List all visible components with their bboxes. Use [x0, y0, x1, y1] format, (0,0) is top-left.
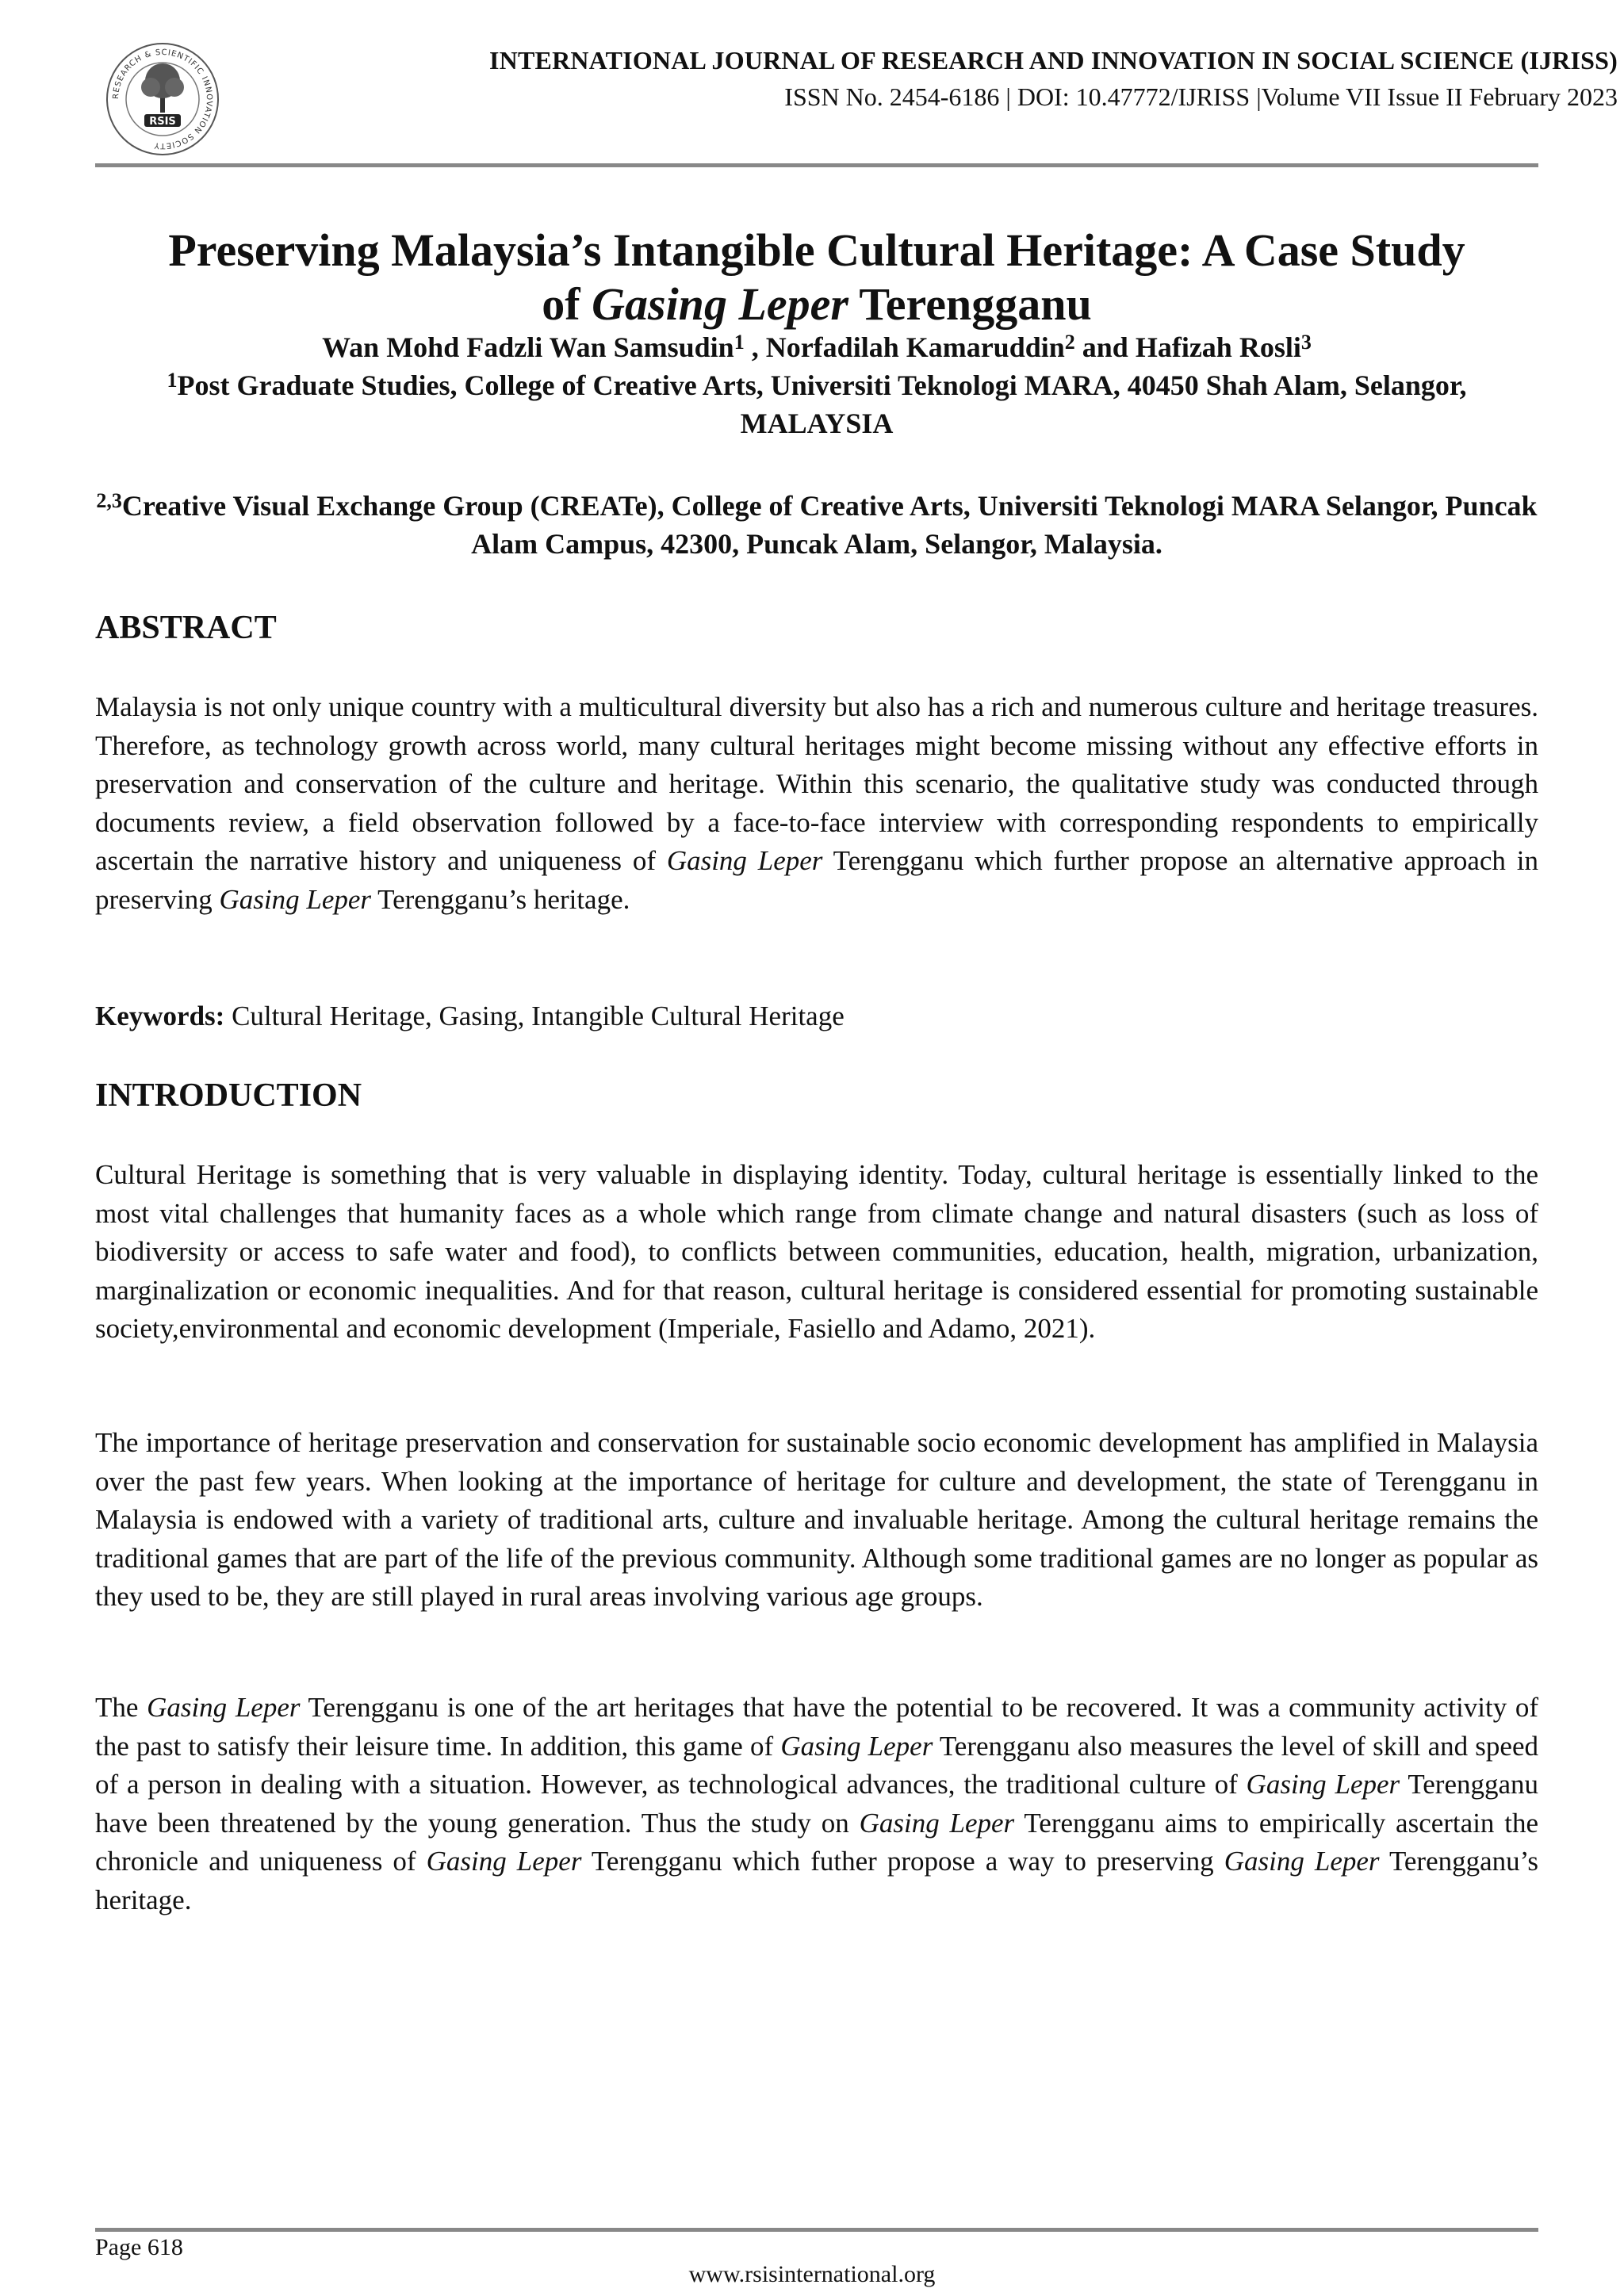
intro3-italic-1: Gasing Leper — [147, 1692, 301, 1723]
title-line-2-italic: Gasing Leper — [592, 278, 848, 330]
journal-issn-line: ISSN No. 2454-6186 | DOI: 10.47772/IJRISS |Volume VII Issue II February 2023 — [784, 82, 1618, 111]
abstract-text-2: Terengganu which further propose an alternative approach in preserving — [95, 845, 1538, 915]
abstract-italic-1: Gasing Leper — [666, 845, 823, 877]
introduction-paragraph-1: Cultural Heritage is something that is very valuable in displaying identity. Today, cultural heritage is essentially linked to the most vital challenges that humanity faces as a whole which range from climate change and natural disasters (such as loss of biodiversity or access to safe water and food), to conflicts between communities, education, health, migration, urbanization, marginalization or economic inequalities. And for that reason, cultural heritage is considered essential for promoting sustainable society,environmental and economic development (Imperiale, Fasiello and Adamo, 2021). — [95, 1159, 1538, 1345]
page-header — [95, 38, 1618, 165]
abstract-heading: ABSTRACT — [95, 610, 277, 646]
keywords-value: Cultural Heritage, Gasing, Intangible Cultural Heritage — [224, 1001, 845, 1031]
author-1: Wan Mohd Fadzli Wan Samsudin — [322, 331, 734, 363]
abstract-text-1: Malaysia is not only unique country with a multicultural diversity but also has a rich and numerous culture and heritage treasures. Therefore, as technology growth across world, many cultural heritages might become missing without any effective efforts in preservation and conservation of the culture and heritage. Within this scenario, the qualitative study was conducted through documents review, a field observation followed by a face-to-face interview with corresponding respondents to empirically ascertain the narrative history and uniqueness of — [95, 691, 1538, 877]
intro3-text-6: Terengganu which futher propose a way to preserving — [581, 1846, 1224, 1877]
author-3-sup: 3 — [1300, 331, 1312, 354]
title-line-1: Preserving Malaysia’s Intangible Cultural Heritage: A Case Study — [168, 224, 1465, 276]
intro3-italic-5: Gasing Leper — [426, 1846, 582, 1877]
title-line-2-prefix: of — [542, 278, 592, 330]
affiliation-2-sup: 2,3 — [96, 489, 122, 512]
affiliation-1 — [95, 366, 1538, 442]
logo-text: RSIS — [149, 116, 176, 128]
footer-divider — [95, 2228, 1538, 2232]
intro3-text-1: The — [95, 1692, 147, 1723]
author-list — [95, 328, 1538, 366]
affiliation-2-text: Creative Visual Exchange Group (CREATe), College of Creative Arts, Universiti Teknologi MARA Selangor, Puncak Alam Campus, 42300, Puncak Alam, Selangor, Malaysia. — [121, 490, 1538, 560]
affiliation-1-text: Post Graduate Studies, College of Creative Arts, Universiti Teknologi MARA, 40450 Shah Alam, Selangor, MALAYSIA — [177, 369, 1467, 439]
author-separator-1: , Norfadilah Kamaruddin — [744, 331, 1065, 363]
title-line-2-suffix: Terengganu — [848, 278, 1092, 330]
intro3-text-5: Terengganu aims to empirically ascertain the chronicle and uniqueness of — [95, 1807, 1538, 1877]
introduction-paragraph-3 — [95, 1689, 1538, 1920]
author-separator-2: and Hafizah Rosli — [1074, 331, 1301, 363]
author-1-sup: 1 — [733, 331, 745, 354]
logo-ring-text: RESEARCH & SCIENTIFIC INNOVATION SOCIETY — [111, 48, 214, 151]
author-2-sup: 2 — [1064, 331, 1075, 354]
abstract-text-3: Terengganu’s heritage. — [371, 883, 630, 915]
paper-title — [95, 224, 1538, 331]
intro3-italic-3: Gasing Leper — [1246, 1769, 1400, 1800]
page-number: Page 618 — [95, 2234, 183, 2260]
intro3-text-7: Terengganu’s heritage. — [95, 1846, 1538, 1915]
affiliation-1-sup: 1 — [167, 369, 178, 392]
affiliation-2 — [95, 487, 1538, 563]
abstract-paragraph — [95, 688, 1538, 920]
intro3-italic-2: Gasing Leper — [780, 1730, 933, 1762]
intro3-text-4: Terengganu have been threatened by the young generation. Thus the study on — [95, 1769, 1539, 1839]
rsis-logo-icon — [103, 40, 222, 159]
keywords-label: Keywords: — [95, 1001, 225, 1031]
keywords-line — [95, 997, 1538, 1036]
header-divider — [95, 163, 1538, 167]
intro3-text-2: Terengganu is one of the art heritages that have the potential to be recovered. It was a community activity of the past to satisfy their leisure time. In addition, this game of — [95, 1692, 1538, 1762]
introduction-heading: INTRODUCTION — [95, 1077, 362, 1114]
journal-name: INTERNATIONAL JOURNAL OF RESEARCH AND INNOVATION IN SOCIAL SCIENCE (IJRISS) — [489, 46, 1618, 75]
website-link[interactable]: www.rsisinternational.org — [688, 2261, 936, 2287]
intro3-text-3: Terengganu also measures the level of skill and speed of a person in dealing with a situation. However, as technological advances, the traditional culture of — [95, 1730, 1538, 1800]
intro3-italic-6: Gasing Leper — [1224, 1846, 1380, 1877]
intro3-italic-4: Gasing Leper — [859, 1807, 1015, 1839]
abstract-italic-2: Gasing Leper — [219, 883, 372, 915]
introduction-paragraph-2: The importance of heritage preservation and conservation for sustainable socio economic development has amplified in Malaysia over the past few years. When looking at the importance of heritage for culture and development, the state of Terengganu in Malaysia is endowed with a variety of traditional arts, culture and invaluable heritage. Among the cultural heritage remains the traditional games that are part of the life of the previous community. Although some traditional games are no longer as popular as they used to be, they are still played in rural areas involving various age groups. — [95, 1427, 1538, 1613]
